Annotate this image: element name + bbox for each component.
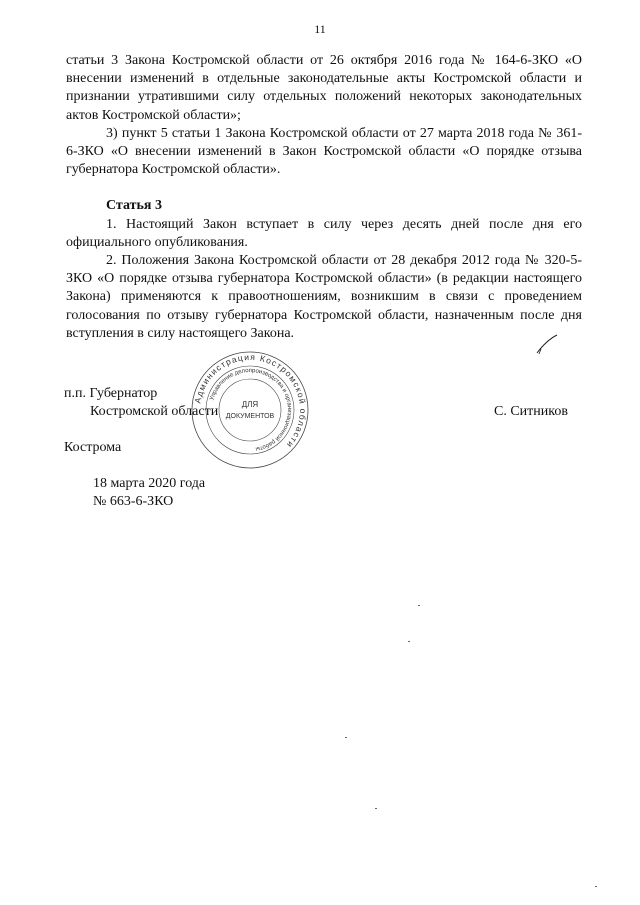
footer-city: Кострома [64,440,122,455]
paragraph: 3) пункт 5 статьи 1 Закона Костромской области от 27 марта 2018 года № 361-6-ЗКО «О внесении изменений в Закон Костромской области «О порядке отзыва губернатора Костромской области». [66,125,582,178]
page-number: 11 [314,22,326,36]
stamp-center-line1: ДЛЯ [241,400,259,409]
official-stamp [190,350,310,470]
stamp-inner-text: Управление делопроизводства и организационной работы [209,367,293,452]
scan-speck [595,886,597,887]
paragraph: 1. Настоящий Закон вступает в силу через десять дней после дня его официального опубликования. [66,216,582,250]
scan-speck [375,808,377,809]
article-heading: Статья 3 [106,198,162,214]
stamp-center-line2: ДОКУМЕНТОВ [225,413,275,420]
signature-prefix: п.п. Губернатор [64,386,158,401]
footer-number: № 663-6-ЗКО [93,494,174,509]
signature-name: С. Ситников [494,404,568,419]
signature-region: Костромской области [90,404,219,419]
stamp-outer-text: Администрация Костромской области [192,351,309,451]
scan-speck [408,641,410,642]
svg-text:Управление делопроизводства и [209,368,292,452]
document-body [66,52,582,343]
paragraph: 2. Положения Закона Костромской области от 28 декабря 2012 года № 320-5-ЗКО «О порядке отзыва губернатора Костромской области» (в редакции настоящего Закона) применяются к правоотношениям, возникшим в связи с проведением голосования по отзыву губернатора Костромской области, назначенным после дня вступления в силу настоящего Закона. [66,253,582,341]
scan-speck [345,737,347,738]
handwritten-mark-icon [535,333,559,355]
paragraph: статьи 3 Закона Костромской области от 26 октября 2016 года № 164-6-ЗКО «О внесении изменений в отдельные законодательные акты Костромской области и признании утратившими силу отдельных положений некоторых законодательных актов Костромской области»; [66,53,582,123]
scan-speck [418,605,420,606]
footer-date: 18 марта 2020 года [93,476,206,491]
